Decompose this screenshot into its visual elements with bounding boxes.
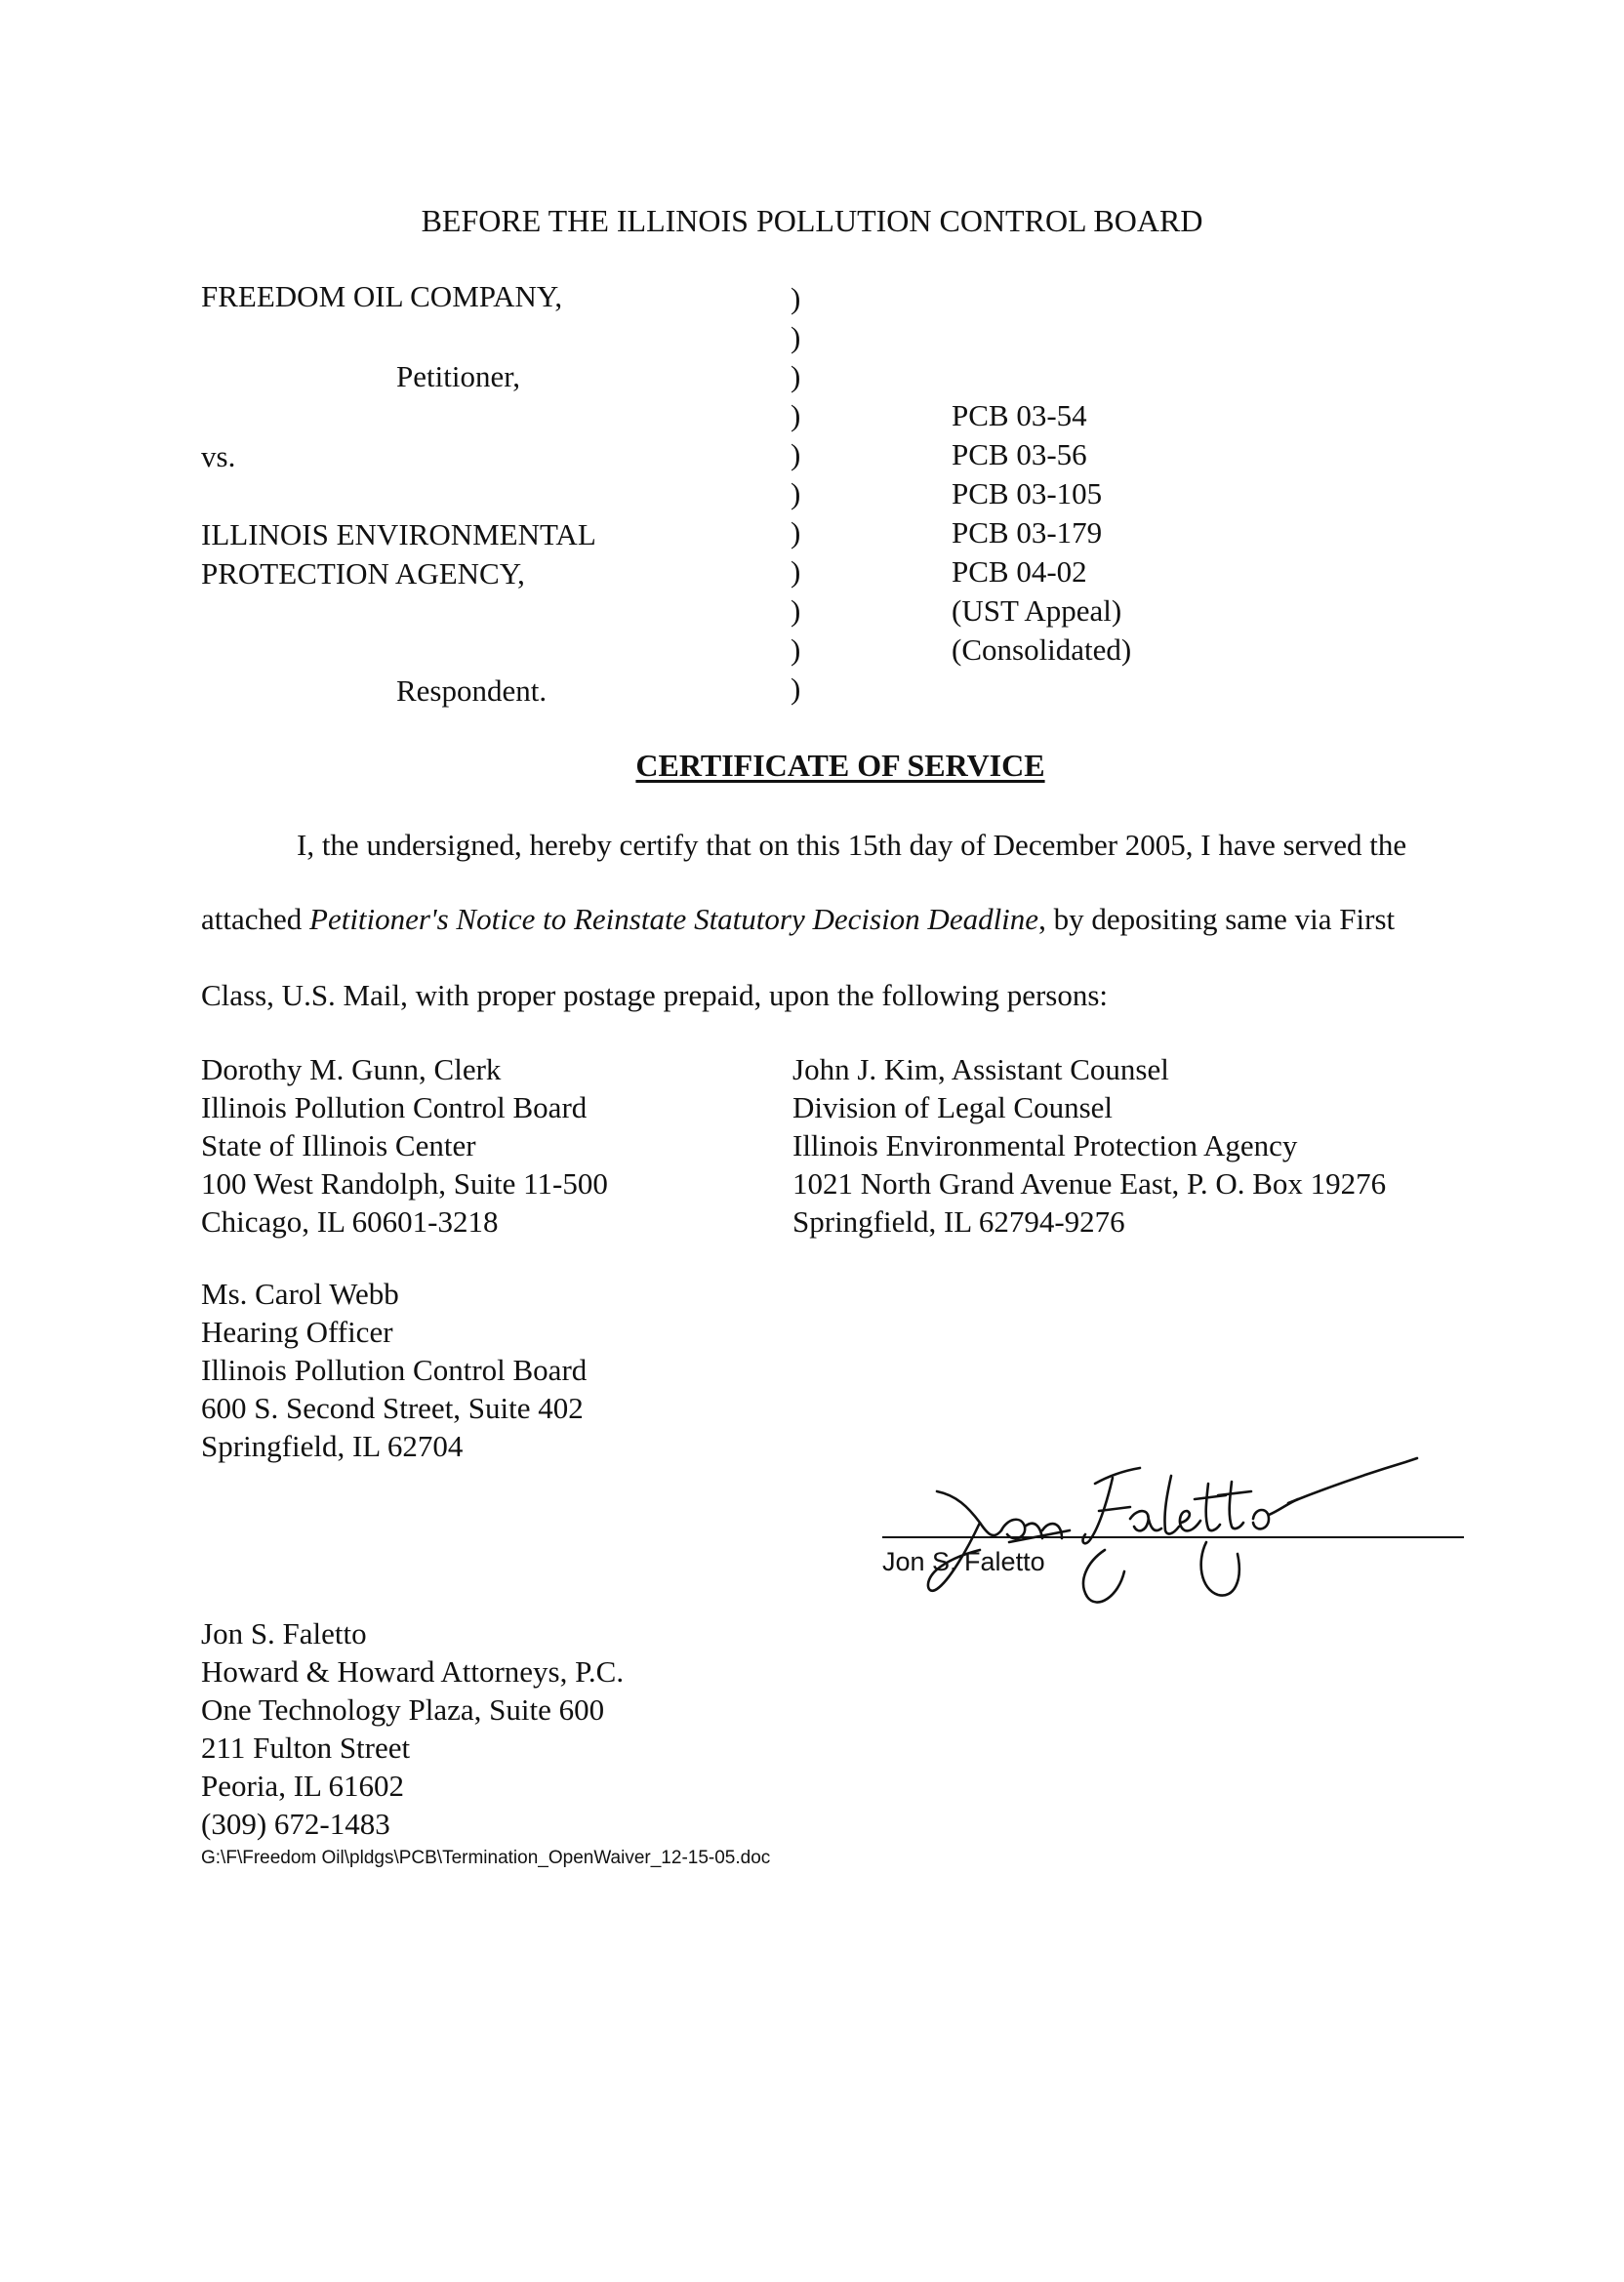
address-line: Ms. Carol Webb (201, 1277, 399, 1311)
paren: ) (791, 515, 801, 550)
paren: ) (791, 476, 801, 510)
paren: ) (791, 398, 801, 432)
document-title: Petitioner's Notice to Reinstate Statutory Decision Deadline (309, 902, 1039, 936)
body-line-2-suffix: , by depositing same via First (1038, 902, 1396, 936)
case-type: (UST Appeal) (952, 593, 1122, 628)
address-line: John J. Kim, Assistant Counsel (792, 1052, 1169, 1086)
address-line: Division of Legal Counsel (792, 1090, 1114, 1124)
respondent-name-line1: ILLINOIS ENVIRONMENTAL (201, 517, 596, 551)
attorney-line: 211 Fulton Street (201, 1731, 411, 1765)
paren: ) (791, 554, 801, 589)
attorney-line: One Technology Plaza, Suite 600 (201, 1692, 605, 1727)
case-number: PCB 04-02 (952, 554, 1087, 589)
attorney-line: Peoria, IL 61602 (201, 1769, 405, 1803)
recipient-clerk (201, 1050, 608, 1241)
paren: ) (791, 359, 801, 393)
case-number: PCB 03-56 (952, 437, 1087, 471)
caption-parentheses (791, 279, 800, 709)
case-number: PCB 03-179 (952, 515, 1103, 550)
address-line: 100 West Randolph, Suite 11-500 (201, 1166, 608, 1201)
address-line: Hearing Officer (201, 1315, 393, 1349)
paren: ) (791, 281, 801, 315)
address-line: 1021 North Grand Avenue East, P. O. Box 19276 (792, 1166, 1387, 1201)
body-line-2-prefix: attached (201, 902, 310, 936)
paren: ) (791, 437, 801, 471)
respondent-role: Respondent. (396, 673, 548, 708)
case-number: PCB 03-54 (952, 398, 1087, 432)
attorney-line: Howard & Howard Attorneys, P.C. (201, 1654, 625, 1689)
board-heading: BEFORE THE ILLINOIS POLLUTION CONTROL BOARD (421, 203, 1203, 238)
paren: ) (791, 672, 801, 706)
case-status: (Consolidated) (952, 632, 1132, 667)
address-line: Illinois Pollution Control Board (201, 1353, 588, 1387)
address-line: Illinois Pollution Control Board (201, 1090, 588, 1124)
file-path: G:\F\Freedom Oil\pldgs\PCB\Termination_OpenWaiver_12-15-05.doc (201, 1848, 771, 1868)
petitioner-name: FREEDOM OIL COMPANY, (201, 279, 563, 313)
paren: ) (791, 632, 801, 667)
attorney-block (201, 1614, 624, 1843)
body-line-3: Class, U.S. Mail, with proper postage prepaid, upon the following persons: (201, 978, 1109, 1012)
body-line-1: I, the undersigned, hereby certify that on this 15th day of December 2005, I have served the (297, 828, 1407, 862)
attorney-line: Jon S. Faletto (201, 1616, 367, 1650)
paren: ) (791, 320, 801, 354)
address-line: Chicago, IL 60601-3218 (201, 1204, 499, 1239)
paren: ) (791, 593, 801, 628)
address-line: Springfield, IL 62704 (201, 1429, 464, 1463)
petitioner-role: Petitioner, (396, 359, 521, 393)
signature-printed-name: Jon S. Faletto (882, 1547, 1045, 1576)
case-number: PCB 03-105 (952, 476, 1103, 510)
attorney-line: (309) 672-1483 (201, 1807, 390, 1841)
address-line: State of Illinois Center (201, 1128, 476, 1162)
address-line: 600 S. Second Street, Suite 402 (201, 1391, 584, 1425)
case-numbers (952, 396, 1131, 670)
certificate-title: CERTIFICATE OF SERVICE (635, 748, 1045, 783)
versus-label: vs. (201, 439, 236, 473)
address-line: Illinois Environmental Protection Agency (792, 1128, 1298, 1162)
handwritten-signature-icon (878, 1425, 1425, 1620)
address-line: Springfield, IL 62794-9276 (792, 1204, 1125, 1239)
recipient-hearing-officer (201, 1275, 587, 1465)
respondent-name-line2: PROTECTION AGENCY, (201, 556, 525, 591)
signature-line (882, 1536, 1464, 1538)
address-line: Dorothy M. Gunn, Clerk (201, 1052, 502, 1086)
body-line-2 (201, 900, 1395, 939)
recipient-counsel (792, 1050, 1386, 1241)
